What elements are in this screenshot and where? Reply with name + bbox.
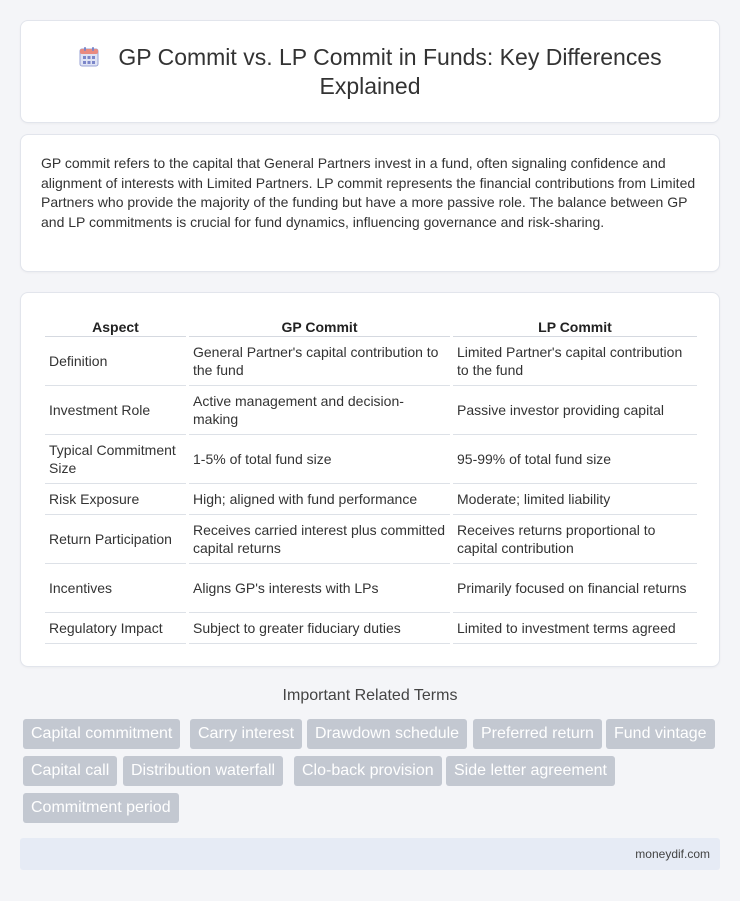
related-term-tag[interactable]: Fund vintage <box>606 719 715 749</box>
intro-text: GP commit refers to the capital that General Partners invest in a fund, often signaling confidence and alignment of interests with Limited Partners. LP commit represents the financial contributions from Limited Partners who provide the majority of the funding but have a more passive role. The balance between GP and LP commitments is crucial for fund dynamics, influencing governance and risk-sharing. <box>41 155 696 230</box>
title-card <box>20 20 720 123</box>
aspect-cell: Incentives <box>45 564 186 613</box>
header-lp-commit: LP Commit <box>453 315 697 337</box>
related-term-tag[interactable]: Capital commitment <box>23 719 180 749</box>
related-term-tag[interactable]: Commitment period <box>23 793 179 823</box>
footer <box>20 838 720 870</box>
related-term-tag[interactable]: Distribution waterfall <box>123 756 283 786</box>
gp-cell: Aligns GP's interests with LPs <box>189 564 450 613</box>
aspect-cell: Regulatory Impact <box>45 613 186 644</box>
gp-cell: Subject to greater fiduciary duties <box>189 613 450 644</box>
aspect-cell: Return Participation <box>45 515 186 564</box>
intro-card <box>20 134 720 272</box>
comparison-table <box>42 315 700 644</box>
aspect-cell: Investment Role <box>45 386 186 435</box>
comparison-card <box>20 292 720 667</box>
gp-cell: Active management and decision-making <box>189 386 450 435</box>
related-term-tag[interactable]: Capital call <box>23 756 117 786</box>
lp-cell: Receives returns proportional to capital contribution <box>453 515 697 564</box>
aspect-cell: Typical Commitment Size <box>45 435 186 484</box>
lp-cell: Passive investor providing capital <box>453 386 697 435</box>
table-row <box>45 564 697 613</box>
table-row <box>45 484 697 515</box>
lp-cell: Primarily focused on financial returns <box>453 564 697 613</box>
table-row <box>45 435 697 484</box>
related-term-tag[interactable]: Drawdown schedule <box>307 719 467 749</box>
related-term-tag[interactable]: Side letter agreement <box>446 756 615 786</box>
lp-cell: Limited to investment terms agreed <box>453 613 697 644</box>
gp-cell: 1-5% of total fund size <box>189 435 450 484</box>
gp-cell: Receives carried interest plus committed capital returns <box>189 515 450 564</box>
table-row <box>45 515 697 564</box>
lp-cell: 95-99% of total fund size <box>453 435 697 484</box>
aspect-cell: Risk Exposure <box>45 484 186 515</box>
related-term-tag[interactable]: Preferred return <box>473 719 602 749</box>
gp-cell: High; aligned with fund performance <box>189 484 450 515</box>
page-title: GP Commit vs. LP Commit in Funds: Key Differences Explained <box>118 44 662 99</box>
calendar-icon <box>78 46 100 68</box>
related-term-tag[interactable]: Clo-back provision <box>294 756 442 786</box>
gp-cell: General Partner's capital contribution to the fund <box>189 337 450 386</box>
site-credit[interactable]: moneydif.com <box>635 847 710 861</box>
header-aspect: Aspect <box>45 315 186 337</box>
header-gp-commit: GP Commit <box>189 315 450 337</box>
lp-cell: Moderate; limited liability <box>453 484 697 515</box>
table-row <box>45 337 697 386</box>
related-terms-title: Important Related Terms <box>282 687 458 704</box>
table-row <box>45 613 697 644</box>
lp-cell: Limited Partner's capital contribution to the fund <box>453 337 697 386</box>
table-row <box>45 386 697 435</box>
table-header-row <box>45 315 697 337</box>
aspect-cell: Definition <box>45 337 186 386</box>
related-term-tag[interactable]: Carry interest <box>190 719 302 749</box>
